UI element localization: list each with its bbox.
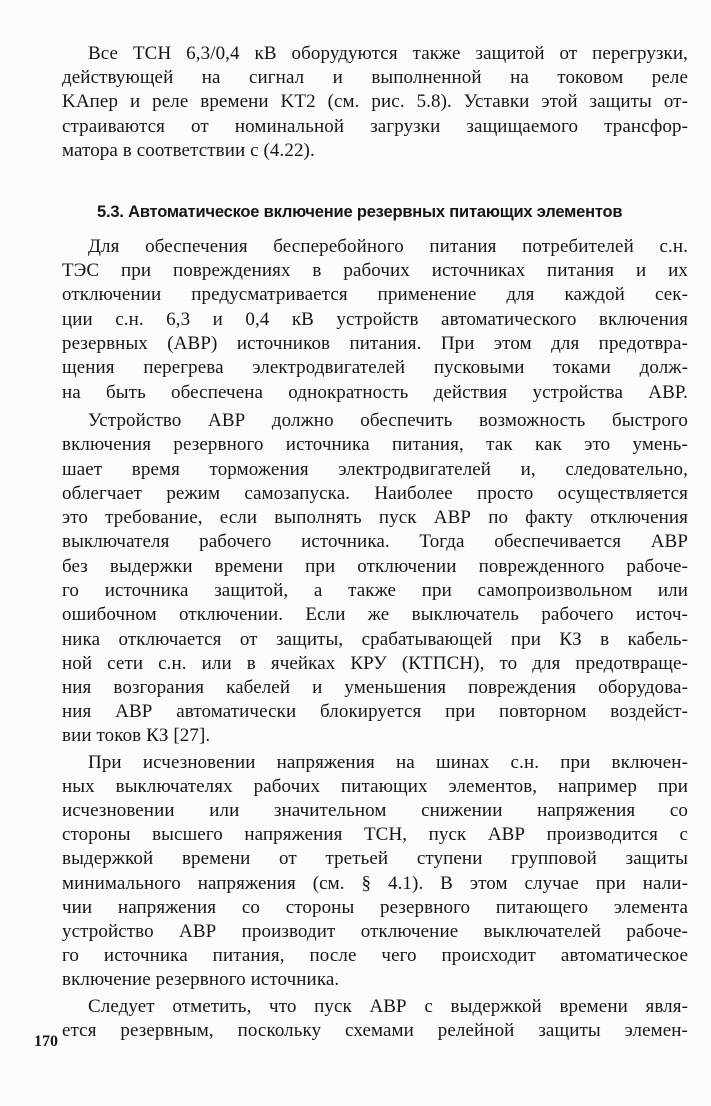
text-line: ника отключается от защиты, срабатывающей при КЗ в кабель- (62, 629, 688, 650)
text-line: Следует отметить, что пуск АВР с выдержкой времени явля- (88, 996, 688, 1017)
text-line: Устройство АВР должно обеспечить возможность быстрого (88, 410, 688, 431)
text-line: ошибочном отключении. Если же выключатель рабочего источ- (62, 604, 688, 625)
text-line: включения резервного источника питания, так как это умень- (62, 434, 688, 455)
text-line: резервных (АВР) источников питания. При этом для предотвра- (62, 333, 688, 354)
text-line: Для обеспечения бесперебойного питания потребителей с.н. (88, 236, 688, 257)
text-line: действующей на сигнал и выполненной на токовом реле (62, 67, 688, 88)
text-line: щения перегрева электродвигателей пусковыми токами долж- (62, 357, 688, 378)
text-line: ции с.н. 6,3 и 0,4 кВ устройств автоматического включения (62, 309, 688, 330)
text-line: на быть обеспечена однократность действия устройства АВР. (62, 382, 688, 403)
text-line: облегчает режим самозапуска. Наиболее просто осуществляется (62, 483, 688, 504)
text-line: ния возгорания кабелей и уменьшения повреждения оборудова- (62, 677, 688, 698)
text-line: KAпер и реле времени KT2 (см. рис. 5.8). Уставки этой защиты от- (62, 91, 688, 112)
text-line: чии напряжения со стороны резервного питающего элемента (62, 897, 688, 918)
section-heading: 5.3. Автоматическое включение резервных питающих элементов (97, 203, 623, 221)
text-line: это требование, если выполнять пуск АВР по факту отключения (62, 507, 688, 528)
text-line: стороны высшего напряжения ТСН, пуск АВР производится с (62, 824, 688, 845)
text-line: Все ТСН 6,3/0,4 кВ оборудуются также защитой от перегрузки, (88, 43, 688, 64)
text-line: ных выключателях рабочих питающих элементов, например при (62, 776, 688, 797)
text-line: исчезновении или значительном снижении напряжения со (62, 800, 688, 821)
text-line: минимального напряжения (см. § 4.1). В этом случае при нали- (62, 873, 688, 894)
text-line: выдержкой времени от третьей ступени групповой защиты (62, 848, 688, 869)
text-line: выключателя рабочего источника. Тогда обеспечивается АВР (62, 531, 688, 552)
text-line: го источника защитой, а также при самопроизвольном или (62, 580, 688, 601)
text-line: отключении предусматривается применение для каждой сек- (62, 284, 688, 305)
text-line: вии токов КЗ [27]. (62, 725, 211, 746)
text-line: ТЭС при повреждениях в рабочих источниках питания и их (62, 260, 688, 281)
text-line: включение резервного источника. (62, 969, 340, 990)
text-line: устройство АВР производит отключение выключателей рабоче- (62, 921, 688, 942)
text-line: го источника питания, после чего происходит автоматическое (62, 945, 688, 966)
text-line: страиваются от номинальной загрузки защищаемого трансфор- (62, 116, 688, 137)
page-number: 170 (34, 1033, 58, 1050)
text-line: ной сети с.н. или в ячейках КРУ (КТПСН), то для предотвраще- (62, 653, 688, 674)
text-line: ется резервным, поскольку схемами релейной защиты элемен- (62, 1020, 688, 1041)
text-line: ния АВР автоматически блокируется при повторном воздейст- (62, 701, 688, 722)
text-line: При исчезновении напряжения на шинах с.н. при включен- (88, 752, 688, 773)
text-line: без выдержки времени при отключении поврежденного рабоче- (62, 556, 688, 577)
text-line: шает время торможения электродвигателей и, следовательно, (62, 459, 688, 480)
text-line: матора в соответствии с (4.22). (62, 140, 315, 161)
